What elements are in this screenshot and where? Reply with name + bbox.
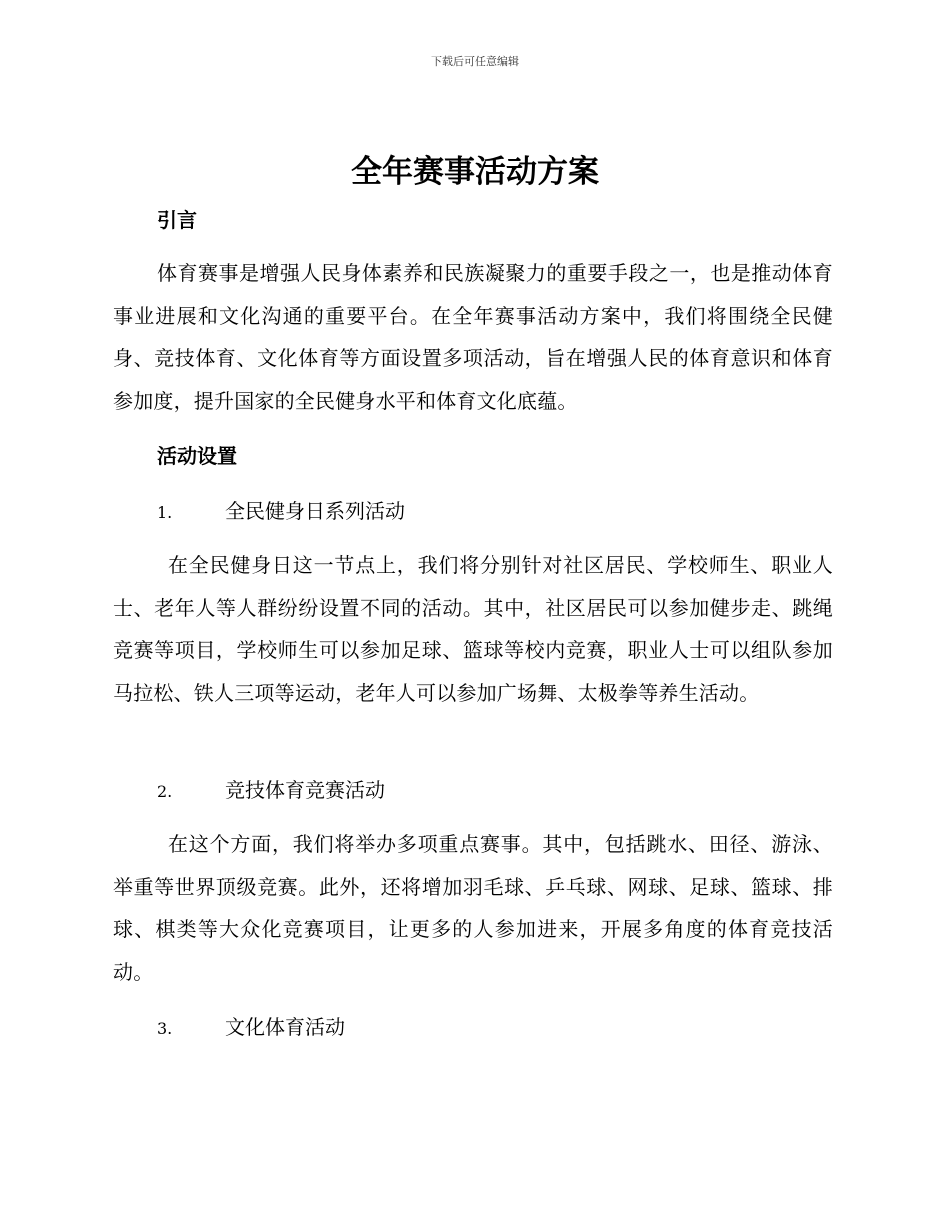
list-item-3 xyxy=(157,1012,345,1044)
list-label: 文化体育活动 xyxy=(225,1015,345,1039)
list-number: 3. xyxy=(157,1019,173,1038)
intro-paragraph: 体育赛事是增强人民身体素养和民族凝聚力的重要手段之一，也是推动体育事业进展和文化沟通的重要平台。在全年赛事活动方案中，我们将围绕全民健身、竞技体育、文化体育等方面设置多项活动，旨在增强人民的体育意识和体育参加度，提升国家的全民健身水平和体育文化底蕴。 xyxy=(113,261,833,413)
list-number: 2. xyxy=(157,782,173,801)
list-label: 全民健身日系列活动 xyxy=(225,499,405,523)
intro-heading: 引言 xyxy=(157,208,197,232)
activity-1-paragraph: 在全民健身日这一节点上，我们将分别针对社区居民、学校师生、职业人士、老年人等人群纷纷设置不同的活动。其中，社区居民可以参加健步走、跳绳竞赛等项目，学校师生可以参加足球、篮球等校内竞赛，职业人士可以组队参加马拉松、铁人三项等运动，老年人可以参加广场舞、太极拳等养生活动。 xyxy=(113,553,833,705)
header-note: 下载后可任意编辑 xyxy=(431,55,519,68)
document-title: 全年赛事活动方案 xyxy=(351,154,599,190)
list-number: 1. xyxy=(157,503,173,522)
list-item-1 xyxy=(157,496,405,528)
activities-heading: 活动设置 xyxy=(157,444,237,468)
activity-2-paragraph: 在这个方面，我们将举办多项重点赛事。其中，包括跳水、田径、游泳、举重等世界顶级竞赛。此外，还将增加羽毛球、乒乓球、网球、足球、篮球、排球、棋类等大众化竞赛项目，让更多的人参加进来，开展多角度的体育竞技活动。 xyxy=(113,832,833,984)
list-item-2 xyxy=(157,775,385,807)
list-label: 竞技体育竞赛活动 xyxy=(225,778,385,802)
